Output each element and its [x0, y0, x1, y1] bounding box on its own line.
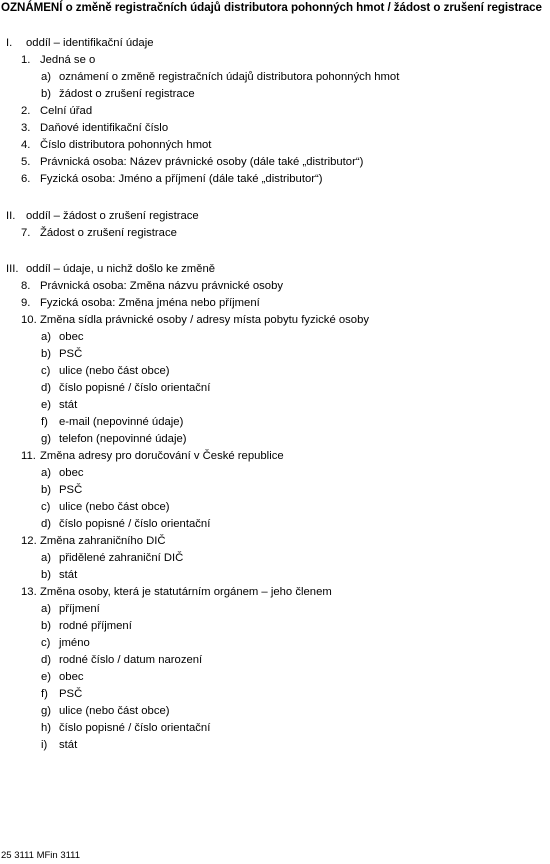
item-text: přidělené zahraniční DIČ	[59, 552, 184, 564]
item-text: Žádost o zrušení registrace	[40, 227, 177, 239]
numbered-item	[21, 53, 95, 67]
item-number: b)	[41, 569, 52, 581]
item-number: 7.	[21, 227, 31, 239]
item-text: Změna zahraničního DIČ	[40, 535, 166, 547]
sub-item	[41, 347, 82, 361]
item-number: 6.	[21, 173, 31, 185]
sub-item	[41, 432, 187, 446]
item-text: oddíl – identifikační údaje	[26, 37, 154, 49]
item-number: III.	[6, 263, 19, 275]
sub-item	[41, 670, 84, 684]
numbered-item	[21, 172, 323, 186]
document-title: OZNÁMENÍ o změně registračních údajů distributora pohonných hmot / žádost o zrušení registrace	[1, 1, 542, 14]
item-text: Jedná se o	[40, 54, 96, 66]
item-number: b)	[41, 88, 52, 100]
item-number: b)	[41, 620, 52, 632]
item-number: a)	[41, 603, 52, 615]
item-text: Fyzická osoba: Jméno a příjmení (dále také „distributor“)	[40, 173, 323, 185]
sub-item	[41, 568, 77, 582]
item-number: a)	[41, 331, 52, 343]
item-number: f)	[41, 416, 48, 428]
sub-item	[41, 619, 132, 633]
section-heading	[6, 209, 199, 223]
item-text: číslo popisné / číslo orientační	[59, 382, 211, 394]
item-text: PSČ	[59, 348, 83, 360]
numbered-item	[21, 449, 284, 463]
form-code-footer: 25 3111 MFin 3111	[1, 850, 81, 861]
item-text: příjmení	[59, 603, 100, 615]
item-number: 9.	[21, 297, 31, 309]
numbered-item	[21, 155, 363, 169]
item-text: obec	[59, 331, 84, 343]
item-text: e-mail (nepovinné údaje)	[59, 416, 184, 428]
sub-item	[41, 415, 183, 429]
numbered-item	[21, 121, 168, 135]
item-number: e)	[41, 399, 52, 411]
item-number: d)	[41, 518, 52, 530]
numbered-item	[21, 104, 92, 118]
item-text: Změna sídla právnické osoby / adresy místa pobytu fyzické osoby	[40, 314, 370, 326]
sub-item	[41, 517, 210, 531]
item-text: stát	[59, 569, 78, 581]
item-text: obec	[59, 671, 84, 683]
item-number: 5.	[21, 156, 31, 168]
item-text: Fyzická osoba: Změna jména nebo příjmení	[40, 297, 260, 309]
item-number: c)	[41, 637, 51, 649]
sub-item	[41, 636, 90, 650]
item-text: Změna osoby, která je statutárním orgánem – jeho členem	[40, 586, 332, 598]
numbered-item	[21, 296, 260, 310]
item-text: rodné příjmení	[59, 620, 132, 632]
item-number: II.	[6, 210, 16, 222]
item-number: f)	[41, 688, 48, 700]
item-number: b)	[41, 484, 52, 496]
item-number: I.	[6, 37, 13, 49]
item-text: PSČ	[59, 688, 83, 700]
sub-item	[41, 653, 202, 667]
item-number: 13.	[21, 586, 37, 598]
item-text: Právnická osoba: Název právnické osoby (dále také „distributor“)	[40, 156, 364, 168]
item-text: žádost o zrušení registrace	[59, 88, 195, 100]
numbered-item	[21, 138, 211, 152]
section-heading	[6, 36, 154, 50]
sub-item	[41, 551, 183, 565]
item-text: obec	[59, 467, 84, 479]
item-number: b)	[41, 348, 52, 360]
item-text: stát	[59, 739, 78, 751]
item-number: g)	[41, 433, 52, 445]
item-number: 2.	[21, 105, 31, 117]
item-number: a)	[41, 467, 52, 479]
sub-item	[41, 483, 82, 497]
item-number: c)	[41, 365, 51, 377]
item-text: Právnická osoba: Změna názvu právnické osoby	[40, 280, 284, 292]
numbered-item	[21, 534, 166, 548]
item-number: i)	[41, 739, 48, 751]
sub-item	[41, 738, 77, 752]
item-number: c)	[41, 501, 51, 513]
sub-item	[41, 602, 100, 616]
item-number: 4.	[21, 139, 31, 151]
item-number: h)	[41, 722, 52, 734]
item-text: číslo popisné / číslo orientační	[59, 722, 211, 734]
numbered-item	[21, 585, 332, 599]
item-text: telefon (nepovinné údaje)	[59, 433, 187, 445]
item-text: rodné číslo / datum narození	[59, 654, 203, 666]
item-text: ulice (nebo část obce)	[59, 705, 170, 717]
sub-item	[41, 70, 399, 84]
item-text: Daňové identifikační číslo	[40, 122, 169, 134]
sub-item	[41, 364, 170, 378]
item-text: oddíl – žádost o zrušení registrace	[26, 210, 199, 222]
sub-item	[41, 466, 84, 480]
sub-item	[41, 704, 170, 718]
item-number: 3.	[21, 122, 31, 134]
item-text: oddíl – údaje, u nichž došlo ke změně	[26, 263, 216, 275]
item-number: 1.	[21, 54, 31, 66]
item-number: 11.	[21, 450, 36, 462]
item-text: Změna adresy pro doručování v České republice	[40, 450, 284, 462]
item-text: ulice (nebo část obce)	[59, 501, 170, 513]
item-number: a)	[41, 71, 52, 83]
item-text: ulice (nebo část obce)	[59, 365, 170, 377]
sub-item	[41, 687, 82, 701]
sub-item	[41, 721, 210, 735]
item-number: 12.	[21, 535, 37, 547]
item-number: e)	[41, 671, 52, 683]
item-number: a)	[41, 552, 52, 564]
sub-item	[41, 87, 195, 101]
numbered-item	[21, 313, 369, 327]
item-number: d)	[41, 654, 52, 666]
sub-item	[41, 381, 210, 395]
item-text: PSČ	[59, 484, 83, 496]
item-text: oznámení o změně registračních údajů distributora pohonných hmot	[59, 71, 400, 83]
sub-item	[41, 398, 77, 412]
item-text: číslo popisné / číslo orientační	[59, 518, 211, 530]
section-heading	[6, 262, 215, 276]
item-text: Číslo distributora pohonných hmot	[40, 139, 212, 151]
item-text: stát	[59, 399, 78, 411]
sub-item	[41, 500, 170, 514]
item-number: 10.	[21, 314, 37, 326]
item-number: g)	[41, 705, 52, 717]
numbered-item	[21, 226, 177, 240]
item-text: Celní úřad	[40, 105, 93, 117]
item-number: 8.	[21, 280, 31, 292]
sub-item	[41, 330, 84, 344]
item-number: d)	[41, 382, 52, 394]
numbered-item	[21, 279, 283, 293]
item-text: jméno	[59, 637, 90, 649]
